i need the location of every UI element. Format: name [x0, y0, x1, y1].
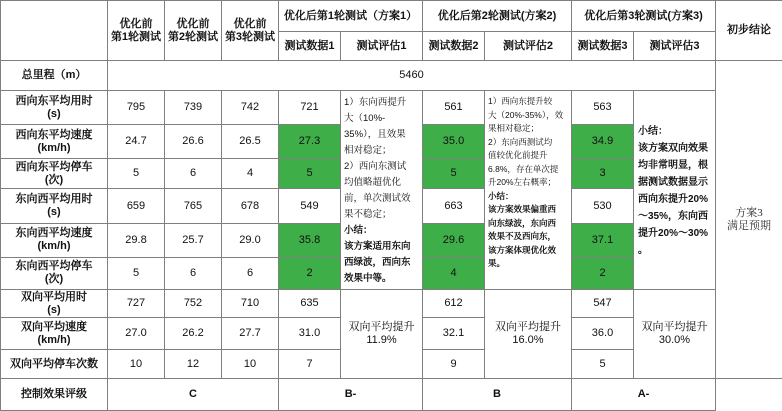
cell-value: 612 — [423, 290, 485, 318]
cell-value: 547 — [572, 290, 634, 318]
cell-value: 32.1 — [423, 318, 485, 350]
cell-value: 27.7 — [222, 318, 279, 350]
cell-value: 5 — [572, 350, 634, 379]
highlighted-value: 34.9 — [572, 125, 634, 159]
header-data3: 测试数据3 — [572, 32, 634, 61]
cell-value: 6 — [165, 257, 222, 289]
grade-pre: C — [108, 379, 279, 411]
cell-value: 678 — [222, 189, 279, 223]
row-label: 双向平均速度 (km/h) — [1, 318, 108, 350]
header-eval2: 测试评估2 — [485, 32, 572, 61]
plan1-average-note: 双向平均提升 11.9% — [341, 290, 423, 379]
row-label-grade: 控制效果评级 — [1, 379, 108, 411]
cell-value: 727 — [108, 290, 165, 318]
cell-value: 5 — [108, 257, 165, 289]
cell-value: 635 — [279, 290, 341, 318]
conclusion-cell: 方案3 满足预期 — [716, 61, 782, 379]
row-label-total-distance: 总里程（m） — [1, 61, 108, 91]
cell-value: 549 — [279, 189, 341, 223]
highlighted-value: 2 — [279, 257, 341, 289]
cell-value: 742 — [222, 91, 279, 125]
header-data2: 测试数据2 — [423, 32, 485, 61]
cell-value: 663 — [423, 189, 485, 223]
row-label: 西向东平均用时 (s) — [1, 91, 108, 125]
highlighted-value: 3 — [572, 159, 634, 189]
cell-value: 9 — [423, 350, 485, 379]
cell-value: 530 — [572, 189, 634, 223]
highlighted-value: 5 — [279, 159, 341, 189]
cell-value: 6 — [222, 257, 279, 289]
plan3-average-note: 双向平均提升 30.0% — [634, 290, 716, 379]
header-plan1-group: 优化后第1轮测试（方案1） — [279, 1, 423, 32]
highlighted-value: 5 — [423, 159, 485, 189]
grade-plan1: B- — [279, 379, 423, 411]
cell-value: 10 — [222, 350, 279, 379]
cell-value: 12 — [165, 350, 222, 379]
eval3-note: 小结： 该方案双向效果 均非常明显，根 据测试数据显示 西向东提升20% ～35%，东向西 提升20%～30% 。 — [634, 91, 716, 290]
header-plan2-group: 优化后第2轮测试(方案2) — [423, 1, 572, 32]
header-conclusion: 初步结论 — [716, 1, 782, 61]
header-eval1: 测试评估1 — [341, 32, 423, 61]
highlighted-value: 35.8 — [279, 223, 341, 257]
highlighted-value: 2 — [572, 257, 634, 289]
cell-value: 26.2 — [165, 318, 222, 350]
cell-value: 31.0 — [279, 318, 341, 350]
cell-value: 721 — [279, 91, 341, 125]
grade-plan2: B — [423, 379, 572, 411]
header-pre3: 优化前 第3轮测试 — [222, 1, 279, 61]
header-plan3-group: 优化后第3轮测试(方案3) — [572, 1, 716, 32]
highlighted-value: 35.0 — [423, 125, 485, 159]
eval1-note: 1）东向西提升 大（10%- 35%），且效果 相对稳定； 2）西向东测试 均值略超优化 前，单次测试效 果不稳定； 小结： 该方案适用东向 西绿波，西向东 效果中等。 — [341, 91, 423, 290]
cell-value: 29.8 — [108, 223, 165, 257]
row-label: 东向西平均停车 (次) — [1, 257, 108, 289]
cell-value: 10 — [108, 350, 165, 379]
cell-value: 25.7 — [165, 223, 222, 257]
cell-value: 710 — [222, 290, 279, 318]
cell-value: 36.0 — [572, 318, 634, 350]
highlighted-value: 4 — [423, 257, 485, 289]
cell-value: 659 — [108, 189, 165, 223]
highlighted-value: 37.1 — [572, 223, 634, 257]
cell-value: 24.7 — [108, 125, 165, 159]
row-label: 西向东平均速度 (km/h) — [1, 125, 108, 159]
header-pre2: 优化前 第2轮测试 — [165, 1, 222, 61]
cell-value: 26.6 — [165, 125, 222, 159]
cell-value: 29.0 — [222, 223, 279, 257]
row-label: 东向西平均用时 (s) — [1, 189, 108, 223]
plan2-average-note: 双向平均提升 16.0% — [485, 290, 572, 379]
grade-plan3: A- — [572, 379, 716, 411]
cell-value: 27.0 — [108, 318, 165, 350]
cell-value: 795 — [108, 91, 165, 125]
header-corner — [1, 1, 108, 61]
row-label: 双向平均用时 (s) — [1, 290, 108, 318]
header-eval3: 测试评估3 — [634, 32, 716, 61]
cell-value: 4 — [222, 159, 279, 189]
highlighted-value: 29.6 — [423, 223, 485, 257]
cell-value: 563 — [572, 91, 634, 125]
cell-value: 5 — [108, 159, 165, 189]
cell-value: 26.5 — [222, 125, 279, 159]
highlighted-value: 27.3 — [279, 125, 341, 159]
row-label: 西向东平均停车 (次) — [1, 159, 108, 189]
cell-value: 739 — [165, 91, 222, 125]
header-pre1: 优化前 第1轮测试 — [108, 1, 165, 61]
cell-value: 6 — [165, 159, 222, 189]
total-distance-value: 5460 — [108, 61, 716, 91]
row-label: 东向西平均速度 (km/h) — [1, 223, 108, 257]
header-data1: 测试数据1 — [279, 32, 341, 61]
row-label: 双向平均停车次数 — [1, 350, 108, 379]
cell-value: 7 — [279, 350, 341, 379]
cell-value: 765 — [165, 189, 222, 223]
cell-value: 561 — [423, 91, 485, 125]
cell-value: 752 — [165, 290, 222, 318]
eval2-note: 1）西向东提升较 大（20%-35%），效 果相对稳定； 2）东向西测试均 值较优化前提升 6.8%，存在单次提 升20%左右概率； 小结： 该方案效果偏重西 向东绿波，东向西 效果不及西向东， 该方案体现优化效 果。 — [485, 91, 572, 290]
